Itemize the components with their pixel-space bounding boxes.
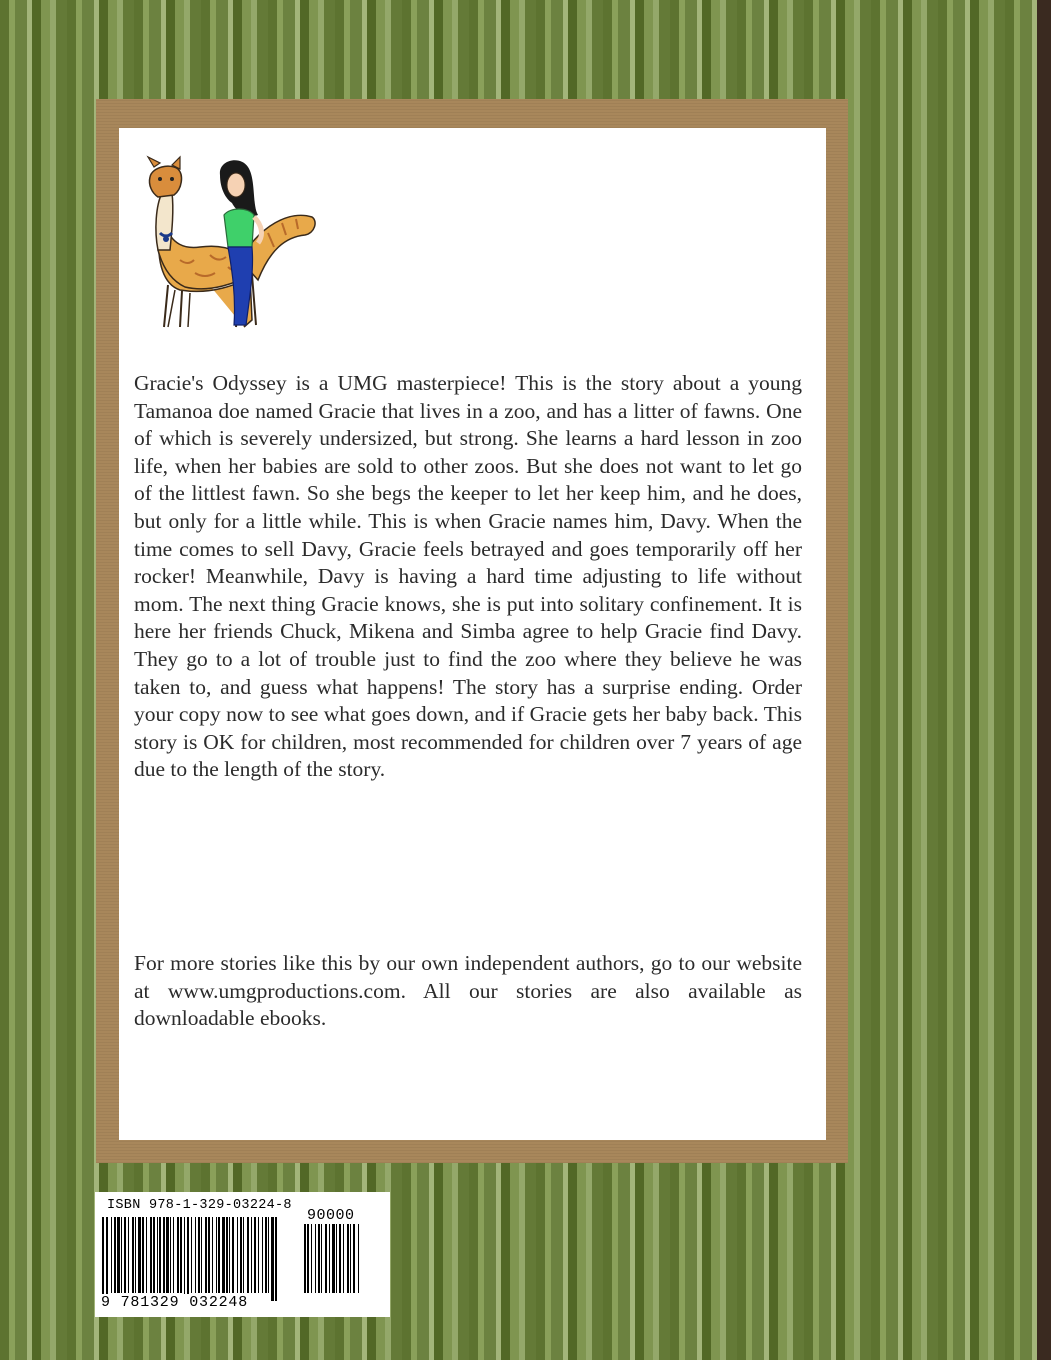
price-addon-code: 90000 <box>307 1207 355 1224</box>
addon-barcode-bars <box>304 1224 374 1301</box>
barcode-digits: 9 781329 032248 <box>101 1294 249 1311</box>
isbn-label: ISBN 978-1-329-03224-8 <box>107 1198 292 1213</box>
ean-barcode-bars <box>102 1217 298 1301</box>
spine-edge <box>1037 0 1051 1360</box>
isbn-barcode <box>95 1192 390 1317</box>
website-promo: For more stories like this by our own independent authors, go to our website at www.umgproductions.com. All our stories are also available as downloadable ebooks. <box>134 951 802 1031</box>
book-description: Gracie's Odyssey is a UMG masterpiece! This is the story about a young Tamanoa doe named Gracie that lives in a zoo, and has a litter of fawns. One of which is severely undersized, but strong. She learns a hard lesson in zoo life, when her babies are sold to other zoos. But she does not want to let go of the littlest fawn. So she begs the keeper to let her keep him, and he does, but only for a little while. This is when Gracie names him, Davy. When the time comes to sell Davy, Gracie feels betrayed and goes temporarily off her rocker! Meanwhile, Davy is having a hard time adjusting to life without mom. The next thing Gracie knows, she is put into solitary confinement. It is here her friends Chuck, Mikena and Simba agree to help Gracie find Davy. They go to a lot of trouble just to find the zoo where they believe he was taken to, and guess what happens! The story has a surprise ending. Order your copy now to see what goes down, and if Gracie gets her baby back. This story is OK for children, most recommended for children over 7 years of age due to the length of the story. <box>134 371 802 782</box>
gracie-and-girl-illustration <box>140 155 320 330</box>
